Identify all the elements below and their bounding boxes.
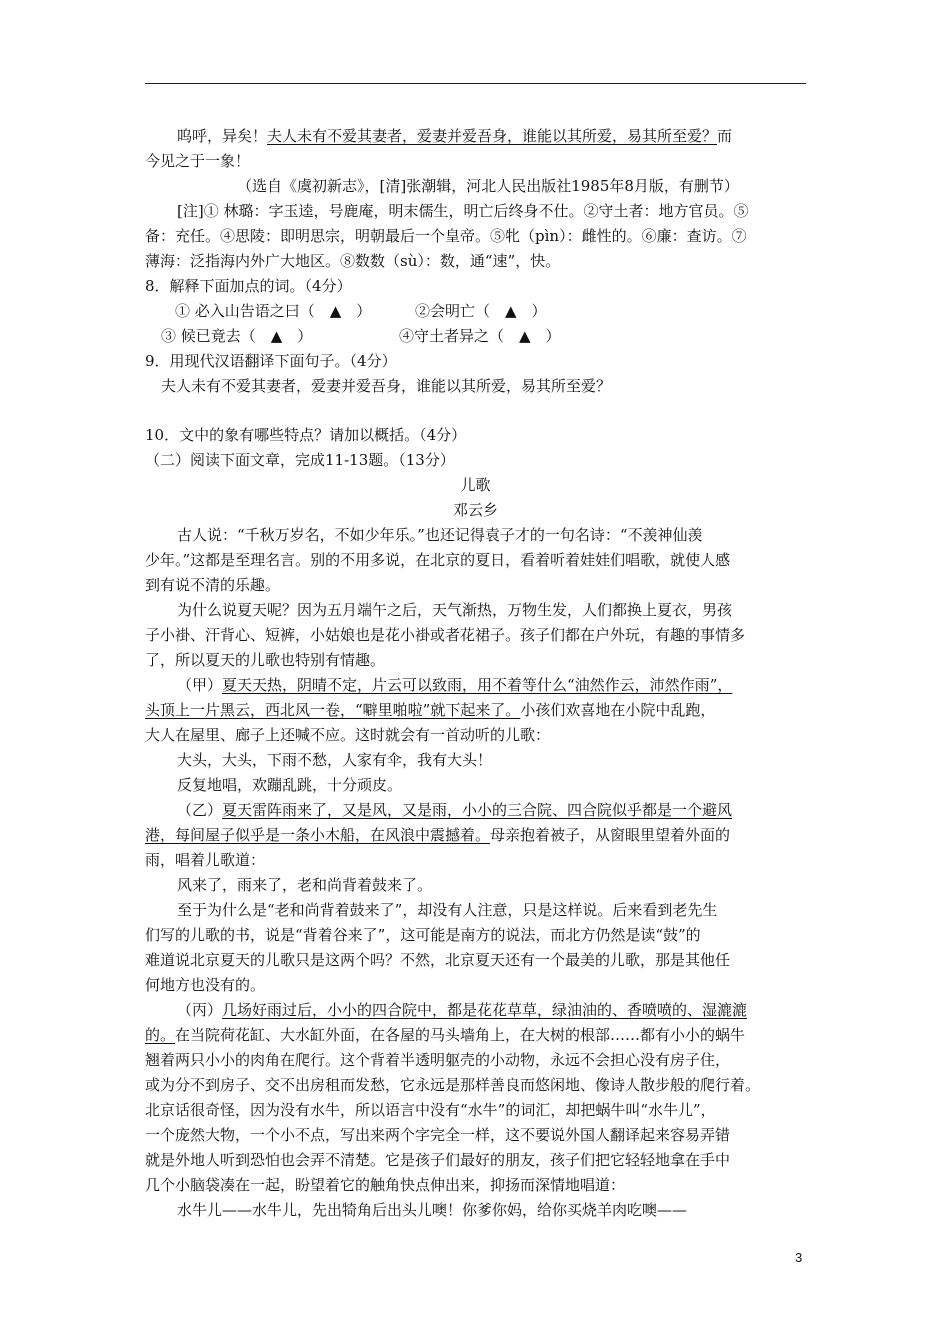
article-line: [145, 648, 806, 673]
text: 们写的儿歌的书，说是“背着谷来了”，这可能是南方的说法，而北方仍然是读“鼓”的: [145, 926, 701, 944]
article-line: [145, 823, 806, 848]
text: 雨，唱着儿歌道：: [145, 851, 266, 869]
question-9-sentence: 夫人未有不爱其妻者，爱妻并爱吾身，谁能以其所爱，易其所至爱？: [161, 377, 612, 395]
underlined-sentence: 夫人未有不爱其妻者，爱妻并爱吾身，谁能以其所爱，易其所至爱？: [267, 127, 718, 145]
text: 反复地唱，欢蹦乱跳，十分顽皮。: [177, 776, 403, 794]
underlined-sentence: 夏天天热，阴晴不定，片云可以致雨，用不着等什么“油然作云，沛然作雨”，: [222, 676, 733, 694]
article-line: [145, 998, 806, 1023]
text: 何地方也没有的。: [145, 976, 266, 994]
text: 就是外地人听到恐怕也会弄不清楚。它是孩子们最好的朋友，孩子们把它轻轻地拿在手中: [145, 1151, 731, 1169]
article-title: 儿歌: [460, 476, 491, 494]
article-author: 邓云乡: [452, 501, 498, 519]
question-8-title: 8．解释下面加点的词。（4分）: [145, 277, 352, 295]
text: 风来了，雨来了，老和尚背着鼓来了。: [177, 876, 433, 894]
text: 了，所以夏天的儿歌也特别有情趣。: [145, 651, 386, 669]
passage-line: [145, 124, 806, 149]
article-line: [145, 548, 806, 573]
text: 或为分不到房子、交不出房租而发愁，它永远是那样善良而悠闲地、像诗人散步般的爬行着。: [145, 1076, 761, 1094]
underlined-sentence: 头顶上一片黑云，西北风一卷，“噼里啪啦”就下起来了。: [145, 701, 521, 719]
article-line: [145, 1148, 806, 1173]
text: 到有说不清的乐趣。: [145, 576, 281, 594]
article-line: [145, 1198, 806, 1223]
article-line: [145, 798, 806, 823]
article-line: [145, 673, 806, 698]
text: 古人说：“千秋万岁名，不如少年乐。”也还记得袁子才的一句名诗：“不羡神仙羡: [177, 526, 703, 544]
article-line: [145, 623, 806, 648]
text: 难道说北京夏天的儿歌只是这两个吗？不然，北京夏天还有一个最美的儿歌，那是其他任: [145, 951, 731, 969]
underlined-sentence: 港，每间屋子似乎是一条小木船，在风浪中震撼着。: [145, 826, 491, 844]
note-line: 备：充任。④思陵：即明思宗，明朝最后一个皇帝。⑤牝（pìn）：雌性的。⑥廉：查访。⑦: [145, 227, 747, 245]
underlined-sentence: 的。: [145, 1026, 176, 1044]
article-line: [145, 598, 806, 623]
article-line: [145, 773, 806, 798]
article-line: [145, 573, 806, 598]
source-citation: （选自《虞初新志》，[清]张潮辑，河北人民出版社1985年8月版，有删节）: [237, 177, 739, 195]
page-number: 3: [795, 1250, 803, 1265]
page-content: [145, 124, 806, 1223]
article-line: [145, 1048, 806, 1073]
article-line: [145, 948, 806, 973]
text: 大头，大头，下雨不愁，人家有伞，我有大头！: [177, 751, 493, 769]
article-line: [145, 973, 806, 998]
header-rule: [145, 83, 806, 84]
text: 母亲抱着被子，从窗眼里望着外面的: [490, 826, 731, 844]
article-line: [145, 723, 806, 748]
answer-space: [145, 399, 806, 423]
text: 为什么说夏天呢？因为五月端午之后，天气渐热，万物生发，人们都换上夏衣，男孩: [177, 601, 733, 619]
note-line: [注]① 林璐：字玉逵，号鹿庵，明末儒生，明亡后终身不仕。②守土者：地方官员。⑤: [177, 202, 749, 220]
article-line: [145, 1073, 806, 1098]
text: 翘着两只小小的肉角在爬行。这个背着半透明躯壳的小动物，永远不会担心没有房子住，: [145, 1051, 731, 1069]
text: （甲）: [177, 676, 223, 694]
question-8-row: [145, 299, 806, 324]
article-line: [145, 698, 806, 723]
article-body: [145, 523, 806, 1223]
text: （乙）: [177, 801, 223, 819]
text: 而: [717, 127, 733, 145]
question-8-item: ④守土者异之（ ▲ ）: [399, 327, 561, 345]
text: 一个庞然大物，一个小不点，写出来两个字完全一样，这不要说外国人翻译起来容易弄错: [145, 1126, 731, 1144]
article-line: [145, 1023, 806, 1048]
text: 几个小脑袋凑在一起，盼望着它的触角快点伸出来，抑扬而深情地唱道：: [145, 1176, 626, 1194]
text: 呜呼，异矣！: [177, 127, 268, 145]
article-line: [145, 873, 806, 898]
article-line: [145, 523, 806, 548]
article-line: [145, 1098, 806, 1123]
text: 在当院荷花缸、大水缸外面，在各屋的马头墙角上，在大树的根部……都有小小的蜗牛: [175, 1026, 746, 1044]
underlined-sentence: 几场好雨过后，小小的四合院中，都是花花草草，绿油油的、香喷喷的、湿漉漉: [222, 1001, 748, 1019]
text: 北京话很奇怪，因为没有水牛，所以语言中没有“水牛”的词汇，却把蜗牛叫“水牛儿”，: [145, 1101, 716, 1119]
text: 少年。”这都是至理名言。别的不用多说，在北京的夏日，看着听着娃娃们唱歌，就使人感: [145, 551, 731, 569]
text: 小孩们欢喜地在小院中乱跑，: [520, 701, 716, 719]
article-line: [145, 1173, 806, 1198]
question-10-title: 10．文中的象有哪些特点？请加以概括。（4分）: [145, 426, 467, 444]
text: 至于为什么是“老和尚背着鼓来了”，却没有人注意，只是这样说。后来看到老先生: [177, 901, 718, 919]
section-2-title: （二）阅读下面文章，完成11-13题。（13分）: [145, 451, 455, 469]
question-8-row: [145, 324, 806, 349]
note-line: 薄海：泛指海内外广大地区。⑧数数（sù）：数，通“速”，快。: [145, 252, 561, 270]
text: 子小褂、汗背心、短裤，小姑娘也是花小褂或者花裙子。孩子们都在户外玩，有趣的事情多: [145, 626, 746, 644]
article-line: [145, 898, 806, 923]
question-8-item: ① 必入山告语之曰（ ▲ ）: [175, 302, 372, 320]
text: 水牛儿——水牛儿，先出犄角后出头儿噢！你爹你妈，给你买烧羊肉吃噢——: [177, 1201, 688, 1219]
article-line: [145, 848, 806, 873]
text: （丙）: [177, 1001, 223, 1019]
article-line: [145, 1123, 806, 1148]
underlined-sentence: 夏天雷阵雨来了，又是风，又是雨，小小的三合院、四合院似乎都是一个避风: [222, 801, 733, 819]
question-9-title: 9．用现代汉语翻译下面句子。（4分）: [145, 352, 397, 370]
question-8-item: ③ 候已竟去（ ▲ ）: [161, 327, 313, 345]
passage-line: 今见之于一象！: [145, 152, 251, 170]
question-8-item: ②会明亡（ ▲ ）: [415, 302, 547, 320]
text: 大人在屋里、廊子上还喊不应。这时就会有一首动听的儿歌：: [145, 726, 551, 744]
article-line: [145, 748, 806, 773]
article-line: [145, 923, 806, 948]
